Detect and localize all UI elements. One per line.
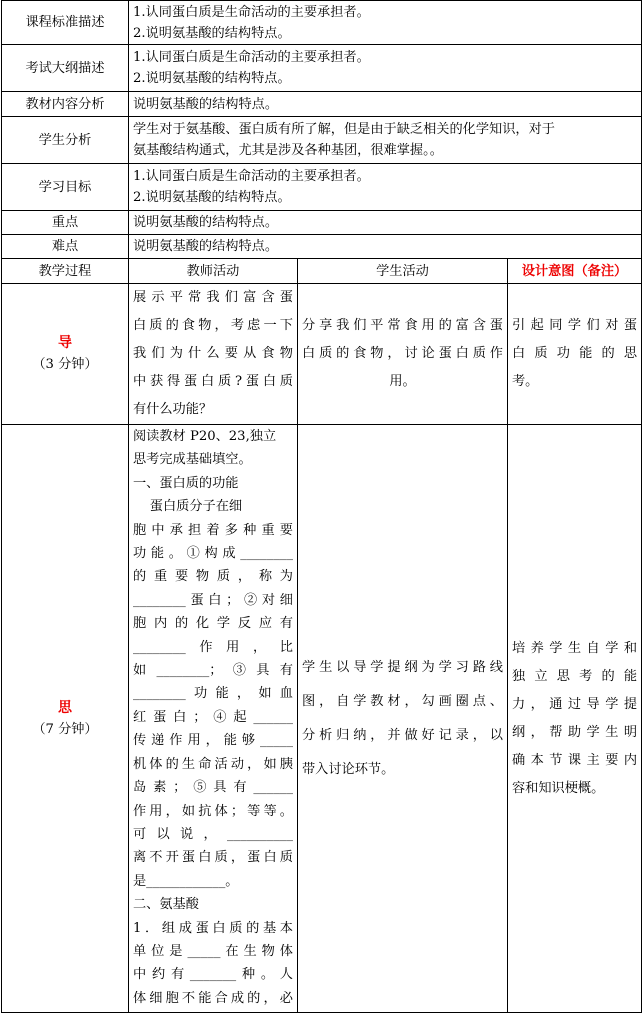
row-label: 考试大纲描述 (2, 45, 129, 92)
row-material-analysis (2, 92, 642, 117)
teacher-activity: 阅读教材 P20、23,独立 思考完成基础填空。 一、蛋白质的功能 蛋白质分子在细 胞中承担着多种重要 功能。①构成________ 的重要物质，称为 ________蛋白；②对细 胞内的化学反应有 ________作用，比 如________；③具有 ________功能，如血 红蛋白；④起______ 传递作用，能够_____ 机体的生命活动，如胰 岛素；⑤具有______ 作用，如抗体；等等。 可以说，__________ 离不开蛋白质，蛋白质 是____________。 二、氨基酸 1．组成蛋白质的基本 单位是_____在生物体 中约有_______种。人 体细胞不能合成的，必 (129, 425, 298, 1013)
phase-time: （3 分钟） (32, 357, 98, 372)
row-student-analysis (2, 117, 642, 164)
row-content: 1.认同蛋白质是生命活动的主要承担者。 2.说明氨基酸的结构特点。 (129, 45, 642, 92)
row-curriculum-standard (2, 1, 642, 45)
row-content: 说明氨基酸的结构特点。 (129, 211, 642, 235)
process-header-row (2, 259, 642, 284)
row-content: 说明氨基酸的结构特点。 (129, 235, 642, 259)
row-label: 学生分析 (2, 117, 129, 164)
row-learning-objectives (2, 164, 642, 211)
phase-guide-row (2, 284, 642, 425)
row-label: 难点 (2, 235, 129, 259)
row-label: 重点 (2, 211, 129, 235)
header-student: 学生活动 (298, 259, 508, 284)
teacher-activity: 展示平常我们富含蛋 白质的食物，考虑一下 我们为什么要从食物 中获得蛋白质?蛋白质 有什么功能？ (129, 284, 298, 425)
student-activity: 学生以导学提纲为学习路线 图，自学教材，勾画圈点、 分析归纳，并做好记录，以 带入讨论环节。 (298, 425, 508, 1013)
row-content: 说明氨基酸的结构特点。 (129, 92, 642, 117)
row-content: 1.认同蛋白质是生命活动的主要承担者。 2.说明氨基酸的结构特点。 (129, 1, 642, 45)
row-exam-outline (2, 45, 642, 92)
lesson-plan-table (1, 0, 642, 1013)
student-activity: 分享我们平常食用的富含蛋 白质的食物，讨论蛋白质作 用。 (298, 284, 508, 425)
header-process: 教学过程 (2, 259, 129, 284)
row-difficult-point (2, 235, 642, 259)
info-rows (2, 1, 642, 259)
header-design: 设计意图（备注） (508, 259, 642, 284)
row-label: 课程标准描述 (2, 1, 129, 45)
phase-think (2, 425, 129, 1013)
design-intent: 引起同学们对蛋 白质功能的思 考。 (508, 284, 642, 425)
row-label: 教材内容分析 (2, 92, 129, 117)
design-intent: 培养学生自学和 独立思考的能 力，通过导学提 纲，帮助学生明 确本节课主要内 容和知识梗概。 (508, 425, 642, 1013)
row-content: 学生对于氨基酸、蛋白质有所了解，但是由于缺乏相关的化学知识，对于 氨基酸结构通式，尤其是涉及各种基团，很难掌握。。 (129, 117, 642, 164)
header-teacher: 教师活动 (129, 259, 298, 284)
process-section (2, 259, 642, 1013)
phase-think-row (2, 425, 642, 1013)
phase-guide (2, 284, 129, 425)
phase-time: （7 分钟） (32, 721, 98, 737)
phase-name: 思 (58, 699, 72, 716)
phase-name: 导 (58, 335, 72, 351)
row-label: 学习目标 (2, 164, 129, 211)
row-key-point (2, 211, 642, 235)
row-content: 1.认同蛋白质是生命活动的主要承担者。 2.说明氨基酸的结构特点。 (129, 164, 642, 211)
